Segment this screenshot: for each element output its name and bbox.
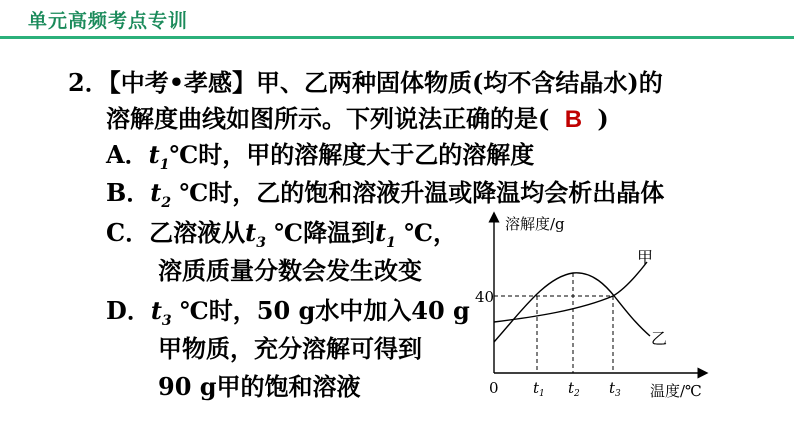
- curve-jia: [494, 273, 650, 342]
- x-tick-t2: $t_2$: [568, 379, 580, 399]
- question-stem-2-close: ): [597, 104, 609, 133]
- x-tick-t3: $t_3$: [609, 379, 621, 399]
- option-d: D．$t_3$ ℃时，50 g水中加入40 g: [106, 296, 470, 329]
- option-d-line-3: 90 g甲的饱和溶液: [158, 372, 361, 401]
- question-line-1: [68, 66, 663, 100]
- y-axis-label: 溶解度/g: [505, 215, 565, 233]
- question-line-2: [106, 102, 609, 137]
- option-b: B．$t_2$ ℃时，乙的饱和溶液升温或降温均会析出晶体: [106, 178, 665, 211]
- solubility-graph: [475, 205, 775, 420]
- x-tick-t1: $t_1$: [533, 379, 545, 399]
- question-source: 【中考•孝感】: [108, 68, 257, 97]
- question-number: 2．: [68, 68, 109, 97]
- x-axis-label: 温度/℃: [650, 382, 702, 400]
- answer-text: B: [564, 106, 583, 133]
- label-jia: 甲: [637, 248, 654, 267]
- option-d-line-2: 甲物质，充分溶解可得到: [158, 334, 422, 363]
- question-stem-1: 甲、乙两种固体物质(均不含结晶水)的: [256, 68, 663, 97]
- header-divider: [0, 36, 794, 39]
- question-stem-2: 溶解度曲线如图所示。下列说法正确的是(: [106, 104, 550, 133]
- label-yi: 乙: [651, 329, 668, 348]
- curve-yi: [494, 262, 647, 322]
- y-tick-40: 40: [475, 288, 495, 306]
- page-header: 单元高频考点专训: [28, 10, 189, 32]
- option-c-line-2: 溶质质量分数会发生改变: [158, 256, 422, 285]
- option-a: A．$t_1℃$时，甲的溶解度大于乙的溶解度: [106, 140, 535, 173]
- origin-label: 0: [489, 379, 499, 397]
- option-c: C．乙溶液从$t_3$ ℃降温到$t_1$ ℃，: [106, 218, 458, 251]
